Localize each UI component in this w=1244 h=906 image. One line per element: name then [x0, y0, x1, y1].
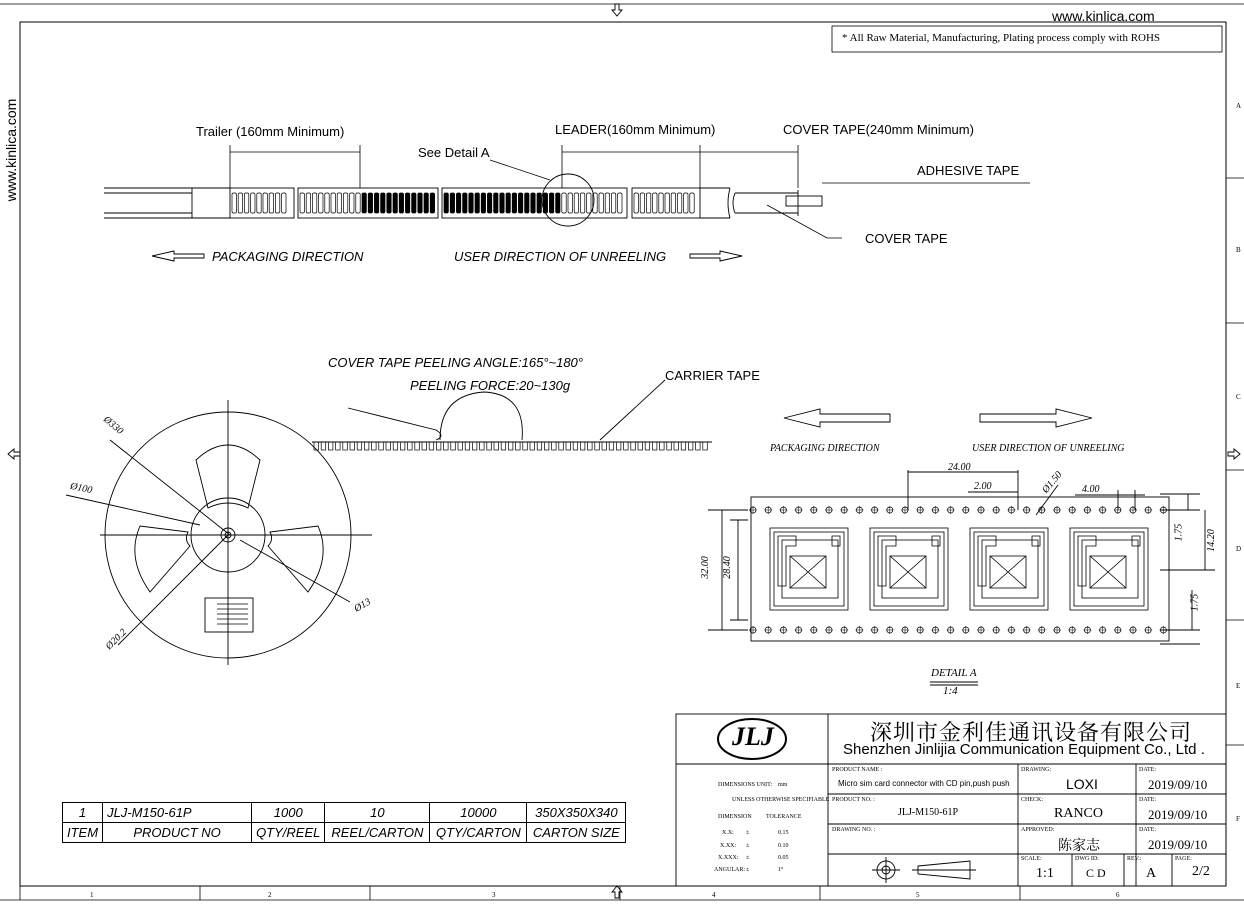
- sprocket-hole: [1129, 626, 1137, 634]
- sprocket-hole: [779, 626, 787, 634]
- tol-row-2-d: X.XX:: [720, 843, 737, 849]
- carrier-pocket: [544, 442, 549, 450]
- tape-pocket: [481, 193, 485, 213]
- carrier-pocket: [580, 442, 585, 450]
- scale-label: SCALE:: [1021, 856, 1042, 862]
- zone-row-d: D: [1236, 545, 1242, 553]
- bom-qty-reel: 1000: [252, 803, 325, 823]
- packaging-direction-label: PACKAGING DIRECTION: [212, 249, 364, 264]
- bom-header-carton-size: CARTON SIZE: [527, 823, 626, 843]
- detail-pocket: [870, 528, 948, 610]
- carrier-pocket: [530, 442, 535, 450]
- unless-label: UNLESS OTHERWISE SPECIFIABLE: [732, 797, 830, 803]
- sprocket-hole: [931, 626, 939, 634]
- tape-pocket: [424, 193, 428, 213]
- tape-pocket: [374, 193, 378, 213]
- product-no-label: PRODUCT NO. :: [832, 797, 875, 803]
- sprocket-hole: [1038, 626, 1046, 634]
- tape-pocket: [393, 193, 397, 213]
- tape-pocket: [469, 193, 473, 213]
- tape-pocket: [599, 193, 603, 213]
- carrier-pocket: [429, 442, 434, 450]
- tol-row-3-d: X.XXX:: [718, 855, 739, 861]
- bom-reel-carton: 10: [325, 803, 430, 823]
- sprocket-hole: [871, 506, 879, 514]
- sprocket-hole: [1144, 506, 1152, 514]
- reel-drawing: [66, 400, 372, 665]
- carrier-pocket: [328, 442, 333, 450]
- detail-pocket: [970, 528, 1048, 610]
- bom-item: 1: [63, 803, 103, 823]
- sprocket-hole: [810, 506, 818, 514]
- sprocket-hole: [947, 626, 955, 634]
- carrier-pocket: [436, 442, 441, 450]
- detail-packaging-direction: PACKAGING DIRECTION: [770, 443, 880, 454]
- carrier-pocket: [552, 442, 557, 450]
- tol-row-1-t: 0.15: [778, 830, 789, 836]
- detail-pocket: [1070, 528, 1148, 610]
- sprocket-hole: [1099, 626, 1107, 634]
- company-name-cn: 深圳市金利佳通讯设备有限公司: [870, 720, 1193, 745]
- carrier-pocket: [559, 442, 564, 450]
- bom-header-qty-reel: QTY/REEL: [252, 823, 325, 843]
- tape-pocket: [568, 193, 572, 213]
- tol-row-2-t: 0.10: [778, 843, 789, 849]
- website-header: www.kinlica.com: [1052, 8, 1155, 24]
- tape-pocket: [671, 193, 675, 213]
- tape-pocket: [587, 193, 591, 213]
- sprocket-hole: [1007, 626, 1015, 634]
- tape-pocket: [665, 193, 669, 213]
- tape-pocket: [475, 193, 479, 213]
- tape-pocket: [618, 193, 622, 213]
- date-1: 2019/09/10: [1148, 777, 1208, 792]
- peeling-force-label: PEELING FORCE:20~130g: [410, 378, 571, 393]
- tape-pocket: [263, 193, 267, 213]
- rev-value: A: [1146, 866, 1157, 881]
- dim-1420: 14.20: [1205, 529, 1217, 552]
- zone-col-1: 1: [90, 891, 94, 899]
- dim-2: 2.00: [974, 481, 992, 492]
- approved-by: 陈家志: [1058, 839, 1100, 854]
- sprocket-hole: [825, 626, 833, 634]
- carrier-pocket: [508, 442, 513, 450]
- carrier-pocket: [357, 442, 362, 450]
- carrier-pocket: [350, 442, 355, 450]
- dwg-id-label: DWG ID:: [1075, 856, 1099, 862]
- tape-pocket: [412, 193, 416, 213]
- carrier-pocket: [400, 442, 405, 450]
- tape-pocket: [549, 193, 553, 213]
- dimension-label: DIMENSION: [718, 814, 752, 820]
- sprocket-hole: [977, 506, 985, 514]
- tape-pocket: [605, 193, 609, 213]
- carrier-pocket: [703, 442, 708, 450]
- sprocket-hole: [916, 626, 924, 634]
- tape-pocket: [430, 193, 434, 213]
- carrier-tape-pockets: [314, 442, 707, 450]
- sprocket-hole: [1068, 506, 1076, 514]
- bom-header-item: ITEM: [63, 823, 103, 843]
- sprocket-hole: [840, 506, 848, 514]
- sprocket-hole: [916, 506, 924, 514]
- compliance-note: * All Raw Material, Manufacturing, Plating process comply with ROHS: [842, 32, 1161, 44]
- carrier-pocket: [537, 442, 542, 450]
- drawing-by: LOXI: [1066, 776, 1098, 792]
- bom-carton-size: 350X350X340: [527, 803, 626, 823]
- sprocket-hole: [1007, 506, 1015, 514]
- bom-qty-carton: 10000: [430, 803, 527, 823]
- carrier-pocket: [372, 442, 377, 450]
- tape-pocket: [556, 193, 560, 213]
- tape-pocket: [331, 193, 335, 213]
- bom-header-row: [63, 823, 626, 843]
- tape-pocket: [337, 193, 341, 213]
- carrier-pocket: [645, 442, 650, 450]
- zone-col-4: 4: [712, 891, 716, 899]
- detail-title: DETAIL A: [931, 667, 977, 679]
- sprocket-hole: [901, 626, 909, 634]
- dwg-id: C D: [1086, 866, 1106, 880]
- rev-label: REV.:: [1127, 856, 1142, 862]
- page-label: PAGE:: [1175, 856, 1192, 862]
- tape-pocket: [319, 193, 323, 213]
- bom-header-product: PRODUCT NO: [103, 823, 252, 843]
- product-no: JLJ-M150-61P: [898, 807, 959, 818]
- tol-row-4-t: 1°: [778, 867, 784, 873]
- adhesive-tape-label: ADHESIVE TAPE: [917, 163, 1020, 178]
- tape-pocket: [275, 193, 279, 213]
- product-name: Micro sim card connector with CD pin,push push: [838, 779, 1010, 788]
- carrier-pocket: [415, 442, 420, 450]
- sprocket-holes: [749, 506, 1167, 634]
- tape-pocket: [525, 193, 529, 213]
- sprocket-hole: [992, 626, 1000, 634]
- dim-175-bottom: 1.75: [1189, 593, 1201, 612]
- tape-pocket: [634, 193, 638, 213]
- sprocket-hole: [1023, 506, 1031, 514]
- tape-pocket: [690, 193, 694, 213]
- carrier-pocket: [631, 442, 636, 450]
- carrier-pocket: [696, 442, 701, 450]
- carrier-pocket: [386, 442, 391, 450]
- sprocket-hole: [1053, 626, 1061, 634]
- sprocket-hole: [795, 626, 803, 634]
- detail-user-direction: USER DIRECTION OF UNREELING: [972, 443, 1125, 454]
- tolerance-label: TOLERANCE: [766, 814, 802, 820]
- tape-pocket: [356, 193, 360, 213]
- zone-col-6: 6: [1116, 891, 1120, 899]
- tape-pocket: [444, 193, 448, 213]
- check-label: CHECK:: [1021, 797, 1044, 803]
- drawing-label: DRAWING:: [1021, 767, 1052, 773]
- hub-diameter-100: Ø100: [69, 480, 94, 497]
- sprocket-hole: [1038, 506, 1046, 514]
- carrier-pocket: [624, 442, 629, 450]
- carrier-pocket: [660, 442, 665, 450]
- sprocket-hole: [1083, 626, 1091, 634]
- sprocket-hole: [931, 506, 939, 514]
- dim-175-top: 1.75: [1173, 523, 1185, 542]
- sprocket-hole: [1083, 506, 1091, 514]
- tape-pocket: [418, 193, 422, 213]
- detail-pocket: [770, 528, 848, 610]
- tape-pocket: [677, 193, 681, 213]
- tape-pocket: [282, 193, 286, 213]
- sprocket-hole: [1114, 626, 1122, 634]
- tol-row-1-d: X.X:: [722, 830, 734, 836]
- tape-pocket: [269, 193, 273, 213]
- sprocket-hole: [825, 506, 833, 514]
- tol-row-1-pm: ±: [746, 830, 750, 836]
- tape-pocket: [325, 193, 329, 213]
- carrier-pocket: [494, 442, 499, 450]
- sprocket-hole: [855, 506, 863, 514]
- sprocket-hole: [1129, 506, 1137, 514]
- tape-pocket: [646, 193, 650, 213]
- drawing-no-label: DRAWING NO. :: [832, 827, 876, 833]
- bom-row: [63, 803, 626, 823]
- carrier-pocket: [465, 442, 470, 450]
- trailer-label: Trailer (160mm Minimum): [196, 124, 345, 139]
- carrier-pocket: [688, 442, 693, 450]
- dim-inner: 28.40: [721, 556, 733, 579]
- sprocket-hole: [886, 626, 894, 634]
- date-label-1: DATE:: [1139, 767, 1156, 773]
- tape-pocket: [659, 193, 663, 213]
- tape-pocket: [494, 193, 498, 213]
- carrier-pocket: [501, 442, 506, 450]
- tape-pocket: [456, 193, 460, 213]
- approved-label: APPROVED:: [1021, 827, 1055, 833]
- dim-unit-label: DIMENSIONS UNIT:: [718, 782, 773, 788]
- sprocket-hole: [1114, 506, 1122, 514]
- zone-col-3: 3: [492, 891, 496, 899]
- carrier-pocket: [523, 442, 528, 450]
- sprocket-hole: [962, 626, 970, 634]
- sprocket-hole: [1023, 626, 1031, 634]
- tape-pocket: [381, 193, 385, 213]
- bom-header-qty-carton: QTY/CARTON: [430, 823, 527, 843]
- tape-pocket: [244, 193, 248, 213]
- dim-4: 4.00: [1082, 484, 1100, 495]
- tape-pocket: [257, 193, 261, 213]
- tape-pocket: [574, 193, 578, 213]
- tape-pocket: [405, 193, 409, 213]
- zone-row-a: A: [1236, 102, 1242, 110]
- tape-pocket: [506, 193, 510, 213]
- tape-pocket: [562, 193, 566, 213]
- tape-pocket: [684, 193, 688, 213]
- user-direction-label: USER DIRECTION OF UNREELING: [454, 249, 667, 264]
- tape-pocket: [487, 193, 491, 213]
- tape-pocket: [640, 193, 644, 213]
- detail-callout: See Detail A: [418, 145, 490, 160]
- tol-row-4-d: ANGULAR:: [714, 867, 745, 873]
- bom-header-reel-carton: REEL/CARTON: [325, 823, 430, 843]
- dim-unit: mm: [778, 782, 788, 788]
- side-website: www.kinlica.com: [3, 98, 19, 202]
- tape-pocket: [450, 193, 454, 213]
- sprocket-hole: [1068, 626, 1076, 634]
- reel-diameter-330: Ø330: [101, 414, 126, 437]
- tape-pocket: [306, 193, 310, 213]
- page-value: 2/2: [1192, 864, 1210, 879]
- dim-width: 32.00: [699, 556, 711, 579]
- carrier-pocket: [681, 442, 686, 450]
- carrier-pocket: [566, 442, 571, 450]
- carrier-pocket: [408, 442, 413, 450]
- carrier-pocket: [652, 442, 657, 450]
- carrier-pocket: [573, 442, 578, 450]
- tape-pocket: [580, 193, 584, 213]
- date-label-3: DATE:: [1139, 827, 1156, 833]
- carrier-pocket: [422, 442, 427, 450]
- sprocket-hole: [749, 506, 757, 514]
- logo-text: JLJ: [732, 722, 774, 751]
- sprocket-hole: [977, 626, 985, 634]
- tape-pocket: [312, 193, 316, 213]
- zone-row-e: E: [1236, 682, 1241, 690]
- carrier-pocket: [480, 442, 485, 450]
- sprocket-hole: [810, 626, 818, 634]
- tape-pocket: [350, 193, 354, 213]
- carrier-pocket: [667, 442, 672, 450]
- zone-col-5: 5: [916, 891, 920, 899]
- tape-pockets: [232, 193, 694, 213]
- sprocket-hole: [962, 506, 970, 514]
- tape-pocket: [518, 193, 522, 213]
- tape-pocket: [512, 193, 516, 213]
- checked-by: RANCO: [1054, 806, 1104, 821]
- carrier-pocket: [379, 442, 384, 450]
- carrier-pocket: [444, 442, 449, 450]
- carrier-pocket: [451, 442, 456, 450]
- projection-symbol-icon: [872, 857, 976, 883]
- company-name-en: Shenzhen Jinlijia Communication Equipment Co., Ltd .: [843, 741, 1205, 758]
- tape-pocket: [300, 193, 304, 213]
- sprocket-hole: [779, 506, 787, 514]
- carrier-pocket: [487, 442, 492, 450]
- sprocket-hole: [1099, 506, 1107, 514]
- peeling-angle-label: COVER TAPE PEELING ANGLE:165°~180°: [328, 355, 583, 370]
- sprocket-hole: [840, 626, 848, 634]
- tol-row-3-t: 0.05: [778, 855, 789, 861]
- carrier-pocket: [343, 442, 348, 450]
- sprocket-hole: [871, 626, 879, 634]
- carrier-pocket: [616, 442, 621, 450]
- zone-row-b: B: [1236, 246, 1241, 254]
- carrier-pocket: [321, 442, 326, 450]
- date-3: 2019/09/10: [1148, 837, 1208, 852]
- date-2: 2019/09/10: [1148, 807, 1208, 822]
- reel-label: [217, 604, 248, 624]
- tape-pocket: [399, 193, 403, 213]
- sprocket-hole: [886, 506, 894, 514]
- carrier-pocket: [609, 442, 614, 450]
- carrier-tape-label: CARRIER TAPE: [665, 368, 760, 383]
- zone-row-c: C: [1236, 393, 1241, 401]
- tape-pocket: [611, 193, 615, 213]
- sprocket-hole: [855, 626, 863, 634]
- tol-row-2-pm: ±: [746, 843, 750, 849]
- carrier-pocket: [393, 442, 398, 450]
- dim-hole: Ø1.50: [1040, 469, 1065, 496]
- sprocket-hole: [764, 626, 772, 634]
- carrier-pocket: [588, 442, 593, 450]
- dim-pitch: 24.00: [948, 462, 971, 473]
- carrier-pocket: [595, 442, 600, 450]
- sprocket-hole: [947, 506, 955, 514]
- bom-product-no: JLJ-M150-61P: [103, 803, 252, 823]
- tape-pocket: [251, 193, 255, 213]
- carrier-pocket: [336, 442, 341, 450]
- tape-pocket: [387, 193, 391, 213]
- tape-pocket: [537, 193, 541, 213]
- scale-value: 1:1: [1036, 866, 1054, 881]
- sprocket-hole: [764, 506, 772, 514]
- leader-label: LEADER(160mm Minimum): [555, 122, 716, 137]
- diameter-20: Ø20.2: [103, 626, 130, 653]
- tape-pocket: [368, 193, 372, 213]
- sprocket-hole: [795, 506, 803, 514]
- tape-pocket: [362, 193, 366, 213]
- tape-pocket: [653, 193, 657, 213]
- sprocket-hole: [749, 626, 757, 634]
- zone-col-2: 2: [268, 891, 272, 899]
- arbor-diameter-13: Ø13: [352, 596, 373, 615]
- tape-pocket: [238, 193, 242, 213]
- sprocket-hole: [1053, 506, 1061, 514]
- bom-table: [62, 802, 626, 843]
- sprocket-hole: [1159, 506, 1167, 514]
- carrier-pocket: [638, 442, 643, 450]
- detail-scale: 1:4: [943, 685, 958, 697]
- cover-tape-length-label: COVER TAPE(240mm Minimum): [783, 122, 974, 137]
- tape-pocket: [531, 193, 535, 213]
- product-name-label: PRODUCT NAME :: [832, 767, 883, 773]
- date-label-2: DATE:: [1139, 797, 1156, 803]
- tol-row-4-pm: ±: [746, 867, 750, 873]
- tol-row-3-pm: ±: [746, 855, 750, 861]
- carrier-pocket: [472, 442, 477, 450]
- tape-pocket: [343, 193, 347, 213]
- tape-pocket: [463, 193, 467, 213]
- tape-pocket: [500, 193, 504, 213]
- carrier-pocket: [364, 442, 369, 450]
- sprocket-hole: [992, 506, 1000, 514]
- carrier-pocket: [458, 442, 463, 450]
- sprocket-hole: [1144, 626, 1152, 634]
- zone-row-f: F: [1236, 815, 1240, 823]
- tape-pocket: [232, 193, 236, 213]
- sprocket-hole: [1159, 626, 1167, 634]
- detail-pockets: [770, 528, 1148, 610]
- carrier-pocket: [516, 442, 521, 450]
- carrier-pocket: [602, 442, 607, 450]
- cover-tape-label: COVER TAPE: [865, 231, 948, 246]
- carrier-pocket: [674, 442, 679, 450]
